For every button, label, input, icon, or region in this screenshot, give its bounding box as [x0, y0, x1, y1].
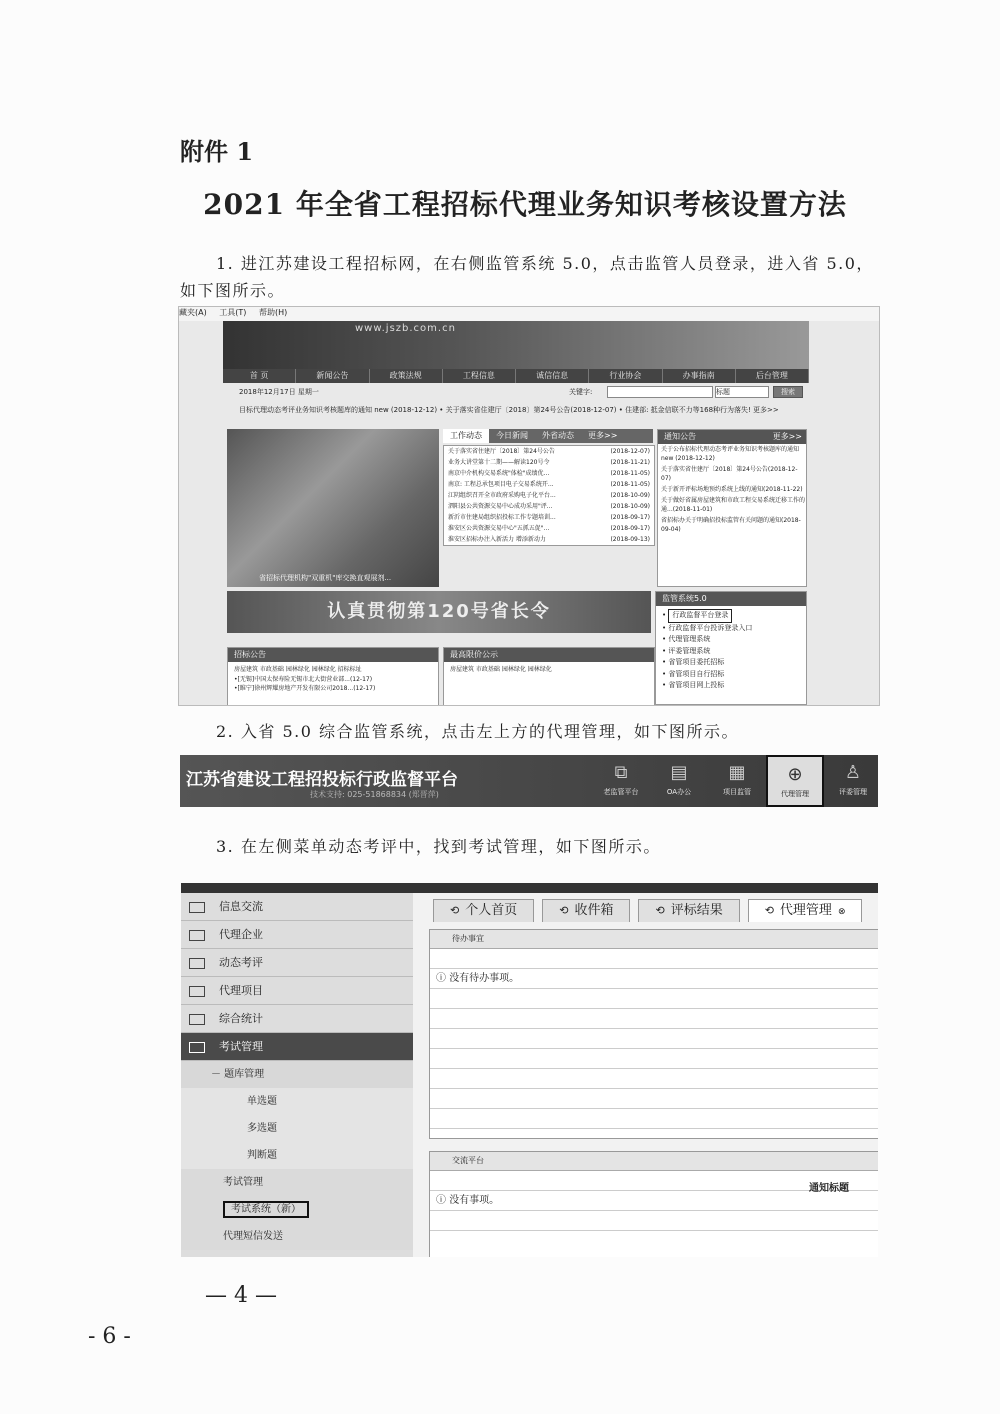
max-price-panel [443, 647, 655, 706]
menu-label: 代理项目 [219, 984, 263, 997]
nav-admin[interactable]: 后台管理 [736, 369, 809, 383]
button-label: 评委管理 [839, 788, 867, 796]
news-list [443, 445, 655, 546]
nav-association[interactable]: 行业协会 [589, 369, 662, 383]
button-label: 代理管理 [781, 790, 809, 798]
menu-favorites[interactable]: 藏夹(A) [179, 308, 207, 317]
list-item[interactable] [444, 523, 654, 534]
website-screenshot [178, 306, 880, 706]
meeting-photo [227, 429, 439, 587]
menu-dynamic-evaluation[interactable] [181, 949, 413, 977]
menu-tools[interactable]: 工具(T) [219, 308, 247, 317]
exchange-panel [429, 1151, 878, 1257]
news-title: 淮安区公共资源交易中心"五抓五促"... [448, 525, 550, 532]
submenu-question-bank[interactable]: － 题库管理 [181, 1061, 413, 1088]
nav-policy[interactable]: 政策法规 [370, 369, 443, 383]
todo-empty-text [430, 969, 878, 989]
globe-icon: ⊕ [787, 764, 803, 785]
info-icon: ⓘ [436, 1195, 450, 1206]
list-item[interactable] [444, 501, 654, 512]
folder-icon [189, 930, 205, 941]
news-date: (2018-09-13) [610, 536, 650, 543]
max-price-header: 最高限价公示 [444, 648, 654, 662]
notice-title: 通知公告 [664, 432, 696, 441]
button-label: 项目监管 [723, 788, 751, 796]
button-label: OA办公 [666, 788, 692, 796]
list-item[interactable]: • 省管项目自行招标 [662, 669, 725, 678]
submenu-exam-management[interactable]: 考试管理 [181, 1169, 413, 1196]
exchange-empty-text [430, 1191, 878, 1211]
platform-title: 江苏省建设工程招投标行政监督平台 [186, 770, 458, 790]
menu-label: 综合统计 [219, 1012, 263, 1025]
list-item[interactable] [444, 512, 654, 523]
folder-icon [189, 1014, 205, 1025]
project-supervision-button[interactable] [708, 755, 766, 807]
news-date: (2018-10-09) [610, 503, 650, 510]
site-url: www.jszb.com.cn [355, 323, 456, 334]
step-3-text: 3. 在左侧菜单动态考评中，找到考试管理，如下图所示。 [216, 837, 661, 856]
notice-more-link[interactable]: 更多>> [772, 432, 802, 441]
user-icon: ♙ [844, 762, 862, 783]
tab-work-news[interactable]: 工作动态 [443, 429, 489, 443]
list-item[interactable] [444, 490, 654, 501]
news-title: 业务大讲堂第十二期——解读120号令 [448, 459, 550, 466]
tab-more[interactable]: 更多>> [588, 431, 618, 440]
nav-news[interactable]: 新闻公告 [296, 369, 369, 383]
link-label: 代理管理系统 [668, 635, 711, 643]
folder-icon [189, 958, 205, 969]
exchange-message: 没有事项。 [449, 1195, 500, 1206]
news-title: 南京中介机构交易系统"体检"成绩优... [448, 470, 550, 477]
list-item[interactable]: • 省管项目网上投标 [662, 681, 725, 689]
browser-menubar [179, 307, 879, 321]
folder-icon [189, 986, 205, 997]
list-item[interactable]: • 省管项目委托招标 [662, 658, 725, 666]
exam-system-label: 考试系统（新） [223, 1201, 309, 1218]
link-label: 省管项目委托招标 [668, 658, 725, 666]
keyword-label: 关键字: [569, 388, 593, 396]
list-item[interactable] [444, 468, 654, 479]
news-title: 新沂市住建局组织招投标工作专题培训... [448, 514, 556, 521]
list-item[interactable]: • 评委管理系统 [662, 646, 711, 655]
menu-label: 动态考评 [219, 956, 263, 969]
list-item[interactable]: 关于落实省住建厅〔2018〕第24号公告(2018-12-07) [661, 466, 798, 482]
menu-info-exchange[interactable] [181, 893, 413, 921]
tab-label: 代理管理 [779, 903, 832, 918]
news-date: (2018-10-09) [610, 492, 650, 499]
submenu-multi-choice[interactable]: 多选题 [181, 1115, 413, 1142]
list-item[interactable]: 关于公布招标代理动态考评业务知识考核题库的通知 new (2018-12-12) [661, 446, 800, 462]
folder-icon [189, 1042, 205, 1053]
tab-label: 评标结果 [670, 903, 723, 918]
notice-list [657, 445, 811, 536]
todo-header: 待办事宜 [430, 930, 878, 949]
link-label: 省管项目网上投标 [668, 681, 725, 689]
menu-agency-project[interactable] [181, 977, 413, 1005]
news-date: (2018-11-21) [610, 459, 650, 466]
tab-label: 个人首页 [465, 903, 518, 918]
news-title: 江阴组织召开全市政府采购电子化平台... [448, 492, 556, 499]
link-label: 评委管理系统 [668, 646, 711, 655]
keyword-input[interactable] [607, 386, 713, 398]
list-item[interactable] [444, 479, 654, 490]
tab-inbox[interactable] [542, 899, 630, 922]
exchange-header: 交流平台 [430, 1152, 878, 1171]
news-ticker[interactable]: 目标代理动态考评业务知识考核题库的通知 new (2018-12-12) • 关于落实省住建厅〔2018〕第24号公告(2018-12-07) • 住建部: 抵金信联不力等168种行为落失! 更多>> [239, 406, 779, 414]
menu-exam-management[interactable] [181, 1033, 413, 1061]
list-item[interactable]: • 代理管理系统 [662, 635, 711, 643]
list-item[interactable] [444, 534, 654, 545]
submenu-single-choice[interactable]: 单选题 [181, 1088, 413, 1115]
left-menu [181, 893, 413, 1257]
refresh-icon: ⟲ [559, 904, 569, 917]
tab-agency-management[interactable] [748, 899, 863, 922]
tab-other-province[interactable]: 外省动态 [542, 431, 574, 440]
admin-panel-screenshot [181, 883, 878, 1257]
site-date: 2018年12月17日 星期一 [239, 388, 319, 396]
nav-credit[interactable]: 诚信信息 [516, 369, 589, 383]
refresh-icon: ⟲ [764, 904, 774, 917]
news-date: (2018-11-05) [610, 470, 650, 477]
document-title: 2021 年全省工程招标代理业务知识考核设置方法 [203, 188, 847, 221]
site-nav [223, 369, 809, 383]
list-item[interactable]: 省招标办关于明确招投标监管有关问题的通知(2018-09-04) [661, 517, 801, 533]
folder-icon [189, 902, 205, 913]
notice-title-label: 通知标题 [809, 1183, 849, 1194]
supervisor-login-label: 行政监督平台登录 [668, 609, 732, 623]
todo-panel [429, 929, 878, 1139]
document-icon: ▤ [670, 762, 688, 783]
button-label: 老监管平台 [603, 788, 639, 796]
site-banner [223, 321, 809, 369]
page-number-inner: — 4 — [205, 1283, 277, 1308]
nav-projects[interactable]: 工程信息 [443, 369, 516, 383]
news-title: 关于落实省住建厅〔2018〕第24号公告 [448, 448, 555, 455]
list-item[interactable] [444, 446, 654, 457]
window-icon: ⧉ [614, 762, 628, 783]
max-price-tabs[interactable]: 房屋建筑 市政基础 园林绿化 园林绿化 [450, 666, 552, 673]
news-date: (2018-12-07) [610, 448, 650, 455]
expert-management-button[interactable] [824, 755, 878, 807]
refresh-icon: ⟲ [450, 904, 460, 917]
nav-home[interactable]: 首 页 [223, 369, 296, 383]
nav-guide[interactable]: 办事指南 [663, 369, 736, 383]
supervision-system-panel [655, 591, 807, 705]
list-item[interactable]: • 行政监督平台投诉登录入口 [662, 623, 753, 632]
tab-bid-results[interactable] [638, 899, 739, 922]
menu-help[interactable]: 帮助(H) [258, 308, 288, 317]
tab-today-news[interactable]: 今日新闻 [496, 431, 528, 440]
grid-icon: ▦ [728, 762, 746, 783]
supervision-header: 监管系统5.0 [656, 592, 806, 606]
news-tabs [443, 429, 653, 443]
platform-header-screenshot [180, 755, 878, 807]
news-title: 淮安区招标办注入新活力 增添新动力 [448, 536, 546, 543]
list-item[interactable]: •[睢宁]徐州辉耀房地产开发有限公司2018...(12-17) [234, 685, 376, 692]
submenu-true-false[interactable]: 判断题 [181, 1142, 413, 1169]
supervisor-login-link[interactable]: • 行政监督平台登录 [662, 609, 800, 623]
todo-message: 没有待办事项。 [449, 973, 520, 984]
news-title: 南京: 工程总承包项目电子交易系统开... [448, 481, 554, 488]
info-icon: ⓘ [436, 973, 450, 984]
tender-tabs[interactable]: 房屋建筑 市政基础 园林绿化 园林绿化 招标标址 [234, 666, 362, 673]
notice-header [658, 430, 806, 444]
submenu-exam-system-new[interactable] [181, 1196, 413, 1223]
photo-caption[interactable]: 省招标代理机构"双重机"库交换直观展剂... [259, 574, 392, 582]
menu-label: 考试管理 [219, 1040, 263, 1053]
slogan-banner: 认真贯彻第120号省长令 [227, 591, 651, 633]
oa-button[interactable] [650, 755, 708, 807]
list-item[interactable]: 关于新开评标场地预约系统上线的通知(2018-11-22) [661, 486, 803, 493]
menu-agency-company[interactable] [181, 921, 413, 949]
list-item[interactable]: •[无锡]中国太保寿险无锡市北大街营业部...(12-17) [234, 676, 373, 683]
list-item[interactable] [444, 457, 654, 468]
news-title: 泗阳县公共资源交易中心成功采用"评... [448, 503, 553, 510]
tender-header: 招标公告 [228, 648, 438, 662]
old-platform-button[interactable] [592, 755, 650, 807]
content-tabs [433, 899, 870, 922]
tab-label: 收件箱 [574, 903, 614, 918]
tech-support: 技术支持: 025-51868834 (郑晋萍) [310, 790, 439, 799]
news-date: (2018-11-05) [610, 481, 650, 488]
search-button[interactable]: 搜索 [773, 386, 803, 398]
close-icon[interactable]: ⊗ [837, 907, 846, 917]
news-date: (2018-09-17) [610, 514, 650, 521]
step-2-text: 2. 入省 5.0 综合监管系统，点击左上方的代理管理，如下图所示。 [216, 722, 739, 741]
tender-notice-panel [227, 647, 439, 706]
list-item[interactable]: 关于做好省属房屋建筑和市政工程交易系统迁移工作的通...(2018-11-01) [661, 497, 806, 513]
link-label: 省管项目自行招标 [668, 669, 725, 678]
refresh-icon: ⟲ [655, 904, 665, 917]
attachment-label: 附件 1 [180, 137, 254, 166]
submenu-sms[interactable]: 代理短信发送 [181, 1223, 413, 1250]
step-1-text: 1. 进江苏建设工程招标网，在右侧监管系统 5.0，点击监管人员登录，进入省 5.0，如下图所示。 [180, 254, 874, 300]
search-type-select[interactable]: 标题 [715, 386, 769, 398]
tab-home[interactable] [433, 899, 534, 922]
menu-statistics[interactable] [181, 1005, 413, 1033]
agency-management-button[interactable] [766, 755, 824, 807]
link-label: 行政监督平台投诉登录入口 [668, 623, 753, 632]
top-bar [181, 883, 878, 893]
module-icons [592, 755, 878, 807]
page-number-outer: - 6 - [88, 1324, 131, 1349]
menu-label: 代理企业 [219, 928, 263, 941]
news-date: (2018-09-17) [610, 525, 650, 532]
menu-label: 信息交流 [219, 900, 263, 913]
